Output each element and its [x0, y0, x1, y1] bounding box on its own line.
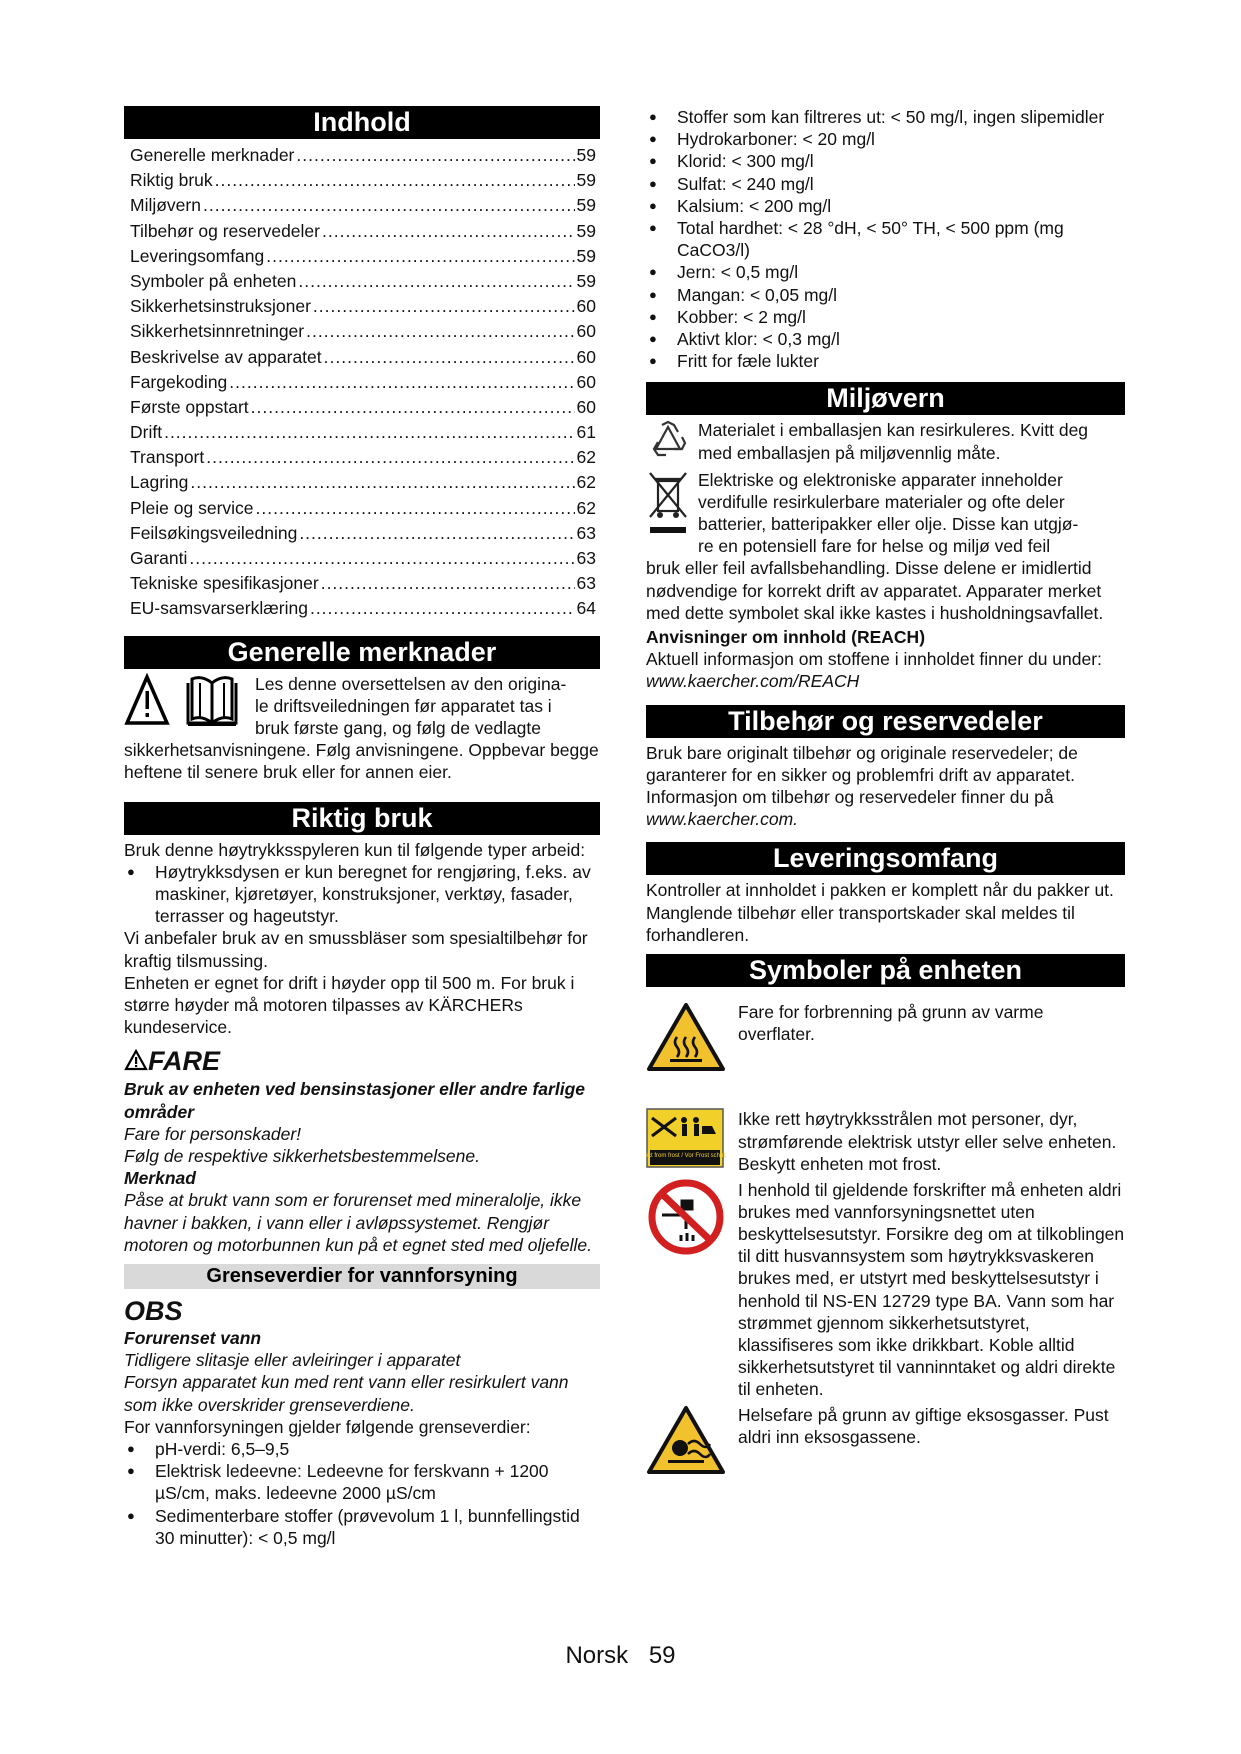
- obs-line-2: Forsyn apparatet kun med rent vann eller resirkulert vann som ikke overskrider grenseverdiene.: [124, 1372, 569, 1415]
- water-limit-item: ● Mangan: < 0,05 mg/l: [646, 284, 1125, 306]
- toc-entry-label: Tekniske spesifikasjoner: [130, 573, 319, 594]
- toc-entry-label: Beskrivelse av apparatet: [130, 346, 322, 367]
- toc-entry-label: Lagring: [130, 472, 189, 493]
- danger-label-text: FARE: [148, 1046, 221, 1077]
- toc-entry-page: 64: [576, 598, 596, 619]
- toc-entry-label: Sikkerhetsinstruksjoner: [130, 296, 311, 317]
- toc-entry[interactable]: [124, 193, 600, 218]
- warning-triangle-icon: [124, 673, 249, 729]
- proper-use-para-2: Enheten er egnet for drift i høyder opp til 500 m. For bruk i større høyder må motoren tilpasses av KÄRCHERs kundeservice.: [124, 972, 575, 1038]
- toc-list: [124, 143, 600, 622]
- danger-heading: Bruk av enheten ved bensinstasjoner eller andre farlige områder: [124, 1079, 585, 1122]
- toc-entry[interactable]: [124, 294, 600, 319]
- toc-entry-page: 61: [576, 422, 596, 443]
- toc-entry-label: Drift: [130, 422, 163, 443]
- water-limit-item: ● Kalsium: < 200 mg/l: [646, 195, 1125, 217]
- reach-text: Aktuell informasjon om stoffene i innholdet finner du under:: [646, 649, 1102, 670]
- toc-entry[interactable]: [124, 269, 600, 294]
- toc-entry-page: 60: [576, 396, 596, 417]
- toc-entry[interactable]: [124, 546, 600, 571]
- general-text: sikkerhetsanvisningene. Følg anvisningene. Oppbevar begge heftene til senere bruk eller for annen eier.: [124, 740, 599, 783]
- proper-use-para-1: Vi anbefaler bruk av en smussbläser som spesialtilbehør for kraftig tilsmussing.: [124, 928, 588, 971]
- water-limit-item: ● Elektrisk ledeevne: Ledeevne for ferskvann + 1200 µS/cm, maks. ledeevne 2000 µS/cm: [124, 1460, 600, 1504]
- accessories-text: Bruk bare originalt tilbehør og originale reservedeler; de garanterer for en sikker og problemfri drift av apparatet. Informasjon om tilbehør og reservedeler finner du på: [646, 742, 1078, 808]
- reach-link[interactable]: www.kaercher.com/REACH: [646, 671, 860, 692]
- toc-entry-label: Sikkerhetsinnretninger: [130, 321, 305, 342]
- manual-book-icon: [188, 677, 236, 724]
- delivery-title: Leveringsomfang: [646, 842, 1125, 875]
- proper-use-title: Riktig bruk: [124, 802, 600, 835]
- right-column: [646, 106, 1125, 1481]
- water-limit-item: ● pH-verdi: 6,5–9,5: [124, 1438, 600, 1460]
- danger-line-1: Fare for personskader!: [124, 1123, 302, 1144]
- general-intro: [124, 673, 600, 740]
- water-intro: For vannforsyningen gjelder følgende grenseverdier:: [124, 1416, 531, 1437]
- frost-label: ct from frost / Vor Frost schüt: [647, 1153, 726, 1160]
- water-limit-item: ● Kobber: < 2 mg/l: [646, 306, 1125, 328]
- symbol-hot-surface: [646, 1001, 1125, 1078]
- toc-entry[interactable]: [124, 470, 600, 495]
- general-line-2: le driftsveiledningen før apparatet tas i: [255, 695, 552, 716]
- toc-leader-dots: [189, 546, 574, 571]
- general-line-1: Les denne oversettelsen av den origina-: [255, 673, 567, 694]
- toc-entry-page: 60: [576, 321, 596, 342]
- recycling-icon: [646, 419, 690, 461]
- water-limit-item: ● Klorid: < 300 mg/l: [646, 150, 1125, 172]
- water-limit-item: ● Sulfat: < 240 mg/l: [646, 173, 1125, 195]
- toc-leader-dots: [229, 370, 574, 395]
- toc-entry-page: 59: [576, 170, 596, 191]
- water-supply-text: I henhold til gjeldende forskrifter må enheten aldri brukes med vannforsyningsnettet uten beskyttelsesutstyr. Forsikre deg om at tilkoblingen til ditt husvannsystem som høytrykksvaskeren brukes med, er utstyrt med beskyttelsesutstyr i henhold til NS-EN 12729 type BA. Vann som har strømmet gjennom sikkerhetsutstyret, klassifiseres som ikke drikkbart. Koble alltid sikkerhetsutstyret til vanninntaket og aldri direkte til enheten.: [738, 1179, 1125, 1400]
- toc-leader-dots: [164, 420, 574, 445]
- toc-entry[interactable]: [124, 345, 600, 370]
- weee-line-3: batterier, batteripakker eller olje. Disse kan utgjø-: [698, 514, 1079, 535]
- toc-entry-page: 59: [576, 270, 596, 291]
- frost-text: Beskytt enheten mot frost.: [738, 1153, 942, 1174]
- toc-leader-dots: [306, 319, 574, 344]
- toc-entry-page: 59: [576, 220, 596, 241]
- toc-entry-label: Første oppstart: [130, 396, 249, 417]
- toc-entry[interactable]: [124, 244, 600, 269]
- symbol-high-pressure: [646, 1108, 1125, 1175]
- toc-entry[interactable]: [124, 420, 600, 445]
- toc-entry-page: 62: [576, 472, 596, 493]
- toc-entry-page: 59: [576, 195, 596, 216]
- weee-block: [646, 469, 1125, 558]
- weee-line-1: Elektriske og elektroniske apparater inneholder: [698, 469, 1063, 490]
- water-limit-item: ● Fritt for fæle lukter: [646, 350, 1125, 372]
- note-text: Påse at brukt vann som er forurenset med mineralolje, ikke havner i bakken, i vann eller i avløpssystemet. Rengjør motoren og motorbunnen kun på et egnet sted med oljefelle.: [124, 1190, 592, 1255]
- symbol-exhaust: [646, 1404, 1125, 1481]
- toc-entry-page: 62: [576, 447, 596, 468]
- footer-page-number: 59: [648, 1642, 676, 1669]
- toc-leader-dots: [321, 571, 575, 596]
- danger-triangle-icon: [124, 1049, 148, 1071]
- page-footer: [0, 1642, 1241, 1669]
- environment-title: Miljøvern: [646, 382, 1125, 415]
- toc-leader-dots: [313, 294, 575, 319]
- high-pressure-text: Ikke rett høytrykksstrålen mot personer, dyr, strømførende elektrisk utstyr eller selve enheten.: [738, 1109, 1117, 1152]
- water-limit-item: ● Stoffer som kan filtreres ut: < 50 mg/l, ingen slipemidler: [646, 106, 1125, 128]
- toc-entry[interactable]: [124, 219, 600, 244]
- toc-leader-dots: [310, 596, 575, 621]
- toc-leader-dots: [203, 193, 575, 218]
- water-limit-item: ● Aktivt klor: < 0,3 mg/l: [646, 328, 1125, 350]
- toc-entry-page: 60: [576, 371, 596, 392]
- no-spray-frost-icon: [646, 1108, 726, 1170]
- toc-entry-page: 63: [576, 573, 596, 594]
- toc-entry[interactable]: [124, 395, 600, 420]
- toc-leader-dots: [215, 168, 575, 193]
- delivery-text: Kontroller at innholdet i pakken er komplett når du pakker ut. Manglende tilbehør eller transportskader skal meldes til forhandleren.: [646, 880, 1114, 945]
- accessories-title: Tilbehør og reservedeler: [646, 705, 1125, 738]
- toc-entry[interactable]: [124, 143, 600, 168]
- danger-label: [124, 1044, 600, 1078]
- left-column: [124, 106, 600, 1549]
- toc-entry-label: Transport: [130, 447, 205, 468]
- water-limits-left: [124, 1438, 600, 1549]
- obs-line-1: Tidligere slitasje eller avleiringer i apparatet: [124, 1350, 461, 1371]
- accessories-paragraph: [646, 742, 1125, 831]
- no-direct-water-supply-icon: [646, 1179, 726, 1257]
- reach-heading: Anvisninger om innhold (REACH): [646, 627, 926, 648]
- toc-leader-dots: [324, 345, 575, 370]
- water-limits-right: [646, 106, 1125, 372]
- weee-text: bruk eller feil avfallsbehandling. Disse delene er imidlertid nødvendige for korrekt drift av apparatet. Apparater merket med dette symbolet skal ikke kastes i husholdningsavfallet.: [646, 558, 1104, 623]
- toc-leader-dots: [190, 470, 574, 495]
- toc-entry-page: 60: [576, 346, 596, 367]
- obs-label: OBS: [124, 1296, 183, 1327]
- toc-leader-dots: [206, 445, 574, 470]
- toc-entry-label: Miljøvern: [130, 195, 201, 216]
- toc-entry-page: 62: [576, 497, 596, 518]
- toc-entry-page: 63: [576, 548, 596, 568]
- toc-entry[interactable]: [124, 370, 600, 395]
- proper-use-intro: Bruk denne høytrykksspyleren kun til følgende typer arbeid:: [124, 839, 586, 860]
- toc-entry-label: Pleie og service: [130, 497, 254, 518]
- toc-entry-label: Tilbehør og reservedeler: [130, 220, 320, 241]
- toc-entry-page: 59: [576, 145, 596, 165]
- symbol-water-supply: [646, 1179, 1125, 1401]
- toc-leader-dots: [322, 219, 575, 244]
- toc-entry-page: 60: [576, 296, 596, 317]
- proper-use-bullet: ● Høytrykksdysen er kun beregnet for rengjøring, f.eks. av maskiner, kjøretøyer, konstruksjoner, verktøy, fasader, terrasser og hageutstyr.: [124, 861, 600, 928]
- recycle-text: Materialet i emballasjen kan resirkuleres. Kvitt deg med emballasjen på miljøvennlig måte.: [698, 420, 1089, 463]
- note-label: Merknad: [124, 1168, 196, 1189]
- toc-entry-label: Riktig bruk: [130, 170, 213, 191]
- water-limit-item: ● Sedimenterbare stoffer (prøvevolum 1 l, bunnfellingstid 30 minutter): < 0,5 mg/l: [124, 1505, 600, 1549]
- general-title: Generelle merknader: [124, 636, 600, 669]
- weee-line-2: verdifulle resirkulerbare materialer og ofte deler: [698, 491, 1065, 512]
- toc-entry-page: 59: [576, 245, 596, 266]
- toc-title: Indhold: [124, 106, 600, 139]
- toc-entry[interactable]: [124, 521, 600, 546]
- water-limit-item: ● Total hardhet: < 28 °dH, < 50° TH, < 500 ppm (mg CaCO3/l): [646, 217, 1125, 261]
- reach-paragraph: [646, 648, 1125, 692]
- toc-entry-label: Garanti: [130, 548, 188, 568]
- toc-entry-label: Feilsøkingsveiledning: [130, 522, 298, 543]
- toc-leader-dots: [296, 143, 574, 168]
- general-line-3: bruk første gang, og følg de vedlagte: [255, 717, 541, 738]
- warning-manual-icons: [124, 673, 255, 733]
- toc-entry-page: 63: [576, 522, 596, 543]
- toc-entry-label: Symboler på enheten: [130, 270, 297, 291]
- weee-line-4: re en potensiell fare for helse og miljø ved feil: [698, 536, 1051, 557]
- toc-entry[interactable]: [124, 571, 600, 596]
- obs-heading: Forurenset vann: [124, 1328, 262, 1349]
- toc-leader-dots: [256, 496, 575, 521]
- toxic-exhaust-icon: [646, 1404, 726, 1476]
- toc-entry[interactable]: [124, 496, 600, 521]
- recycle-block: [646, 419, 1125, 466]
- toc-entry[interactable]: [124, 596, 600, 621]
- hot-surface-text: Fare for forbrenning på grunn av varme overflater.: [738, 1002, 1044, 1045]
- danger-line-2: Følg de respektive sikkerhetsbestemmelsene.: [124, 1146, 480, 1167]
- accessories-link[interactable]: www.kaercher.com.: [646, 809, 799, 830]
- water-title: Grenseverdier for vannforsyning: [124, 1264, 600, 1289]
- toc-entry[interactable]: [124, 168, 600, 193]
- toc-entry[interactable]: [124, 445, 600, 470]
- symbols-title: Symboler på enheten: [646, 954, 1125, 987]
- water-limit-item: ● Hydrokarboner: < 20 mg/l: [646, 128, 1125, 150]
- water-limit-item: ● Jern: < 0,5 mg/l: [646, 261, 1125, 283]
- toc-leader-dots: [251, 395, 575, 420]
- toc-entry-label: Fargekoding: [130, 371, 228, 392]
- toc-entry-label: Generelle merknader: [130, 145, 295, 165]
- toc-leader-dots: [299, 521, 574, 546]
- toc-leader-dots: [266, 244, 574, 269]
- toc-entry-label: EU-samsvarserklæring: [130, 598, 308, 619]
- footer-language: Norsk: [565, 1642, 629, 1669]
- toc-entry-label: Leveringsomfang: [130, 245, 265, 266]
- toc-leader-dots: [298, 269, 574, 294]
- exhaust-text: Helsefare på grunn av giftige eksosgasser. Pust aldri inn eksosgassene.: [738, 1404, 1109, 1447]
- hot-surface-icon: [646, 1001, 726, 1073]
- toc-entry[interactable]: [124, 319, 600, 344]
- crossed-bin-icon: [646, 469, 690, 539]
